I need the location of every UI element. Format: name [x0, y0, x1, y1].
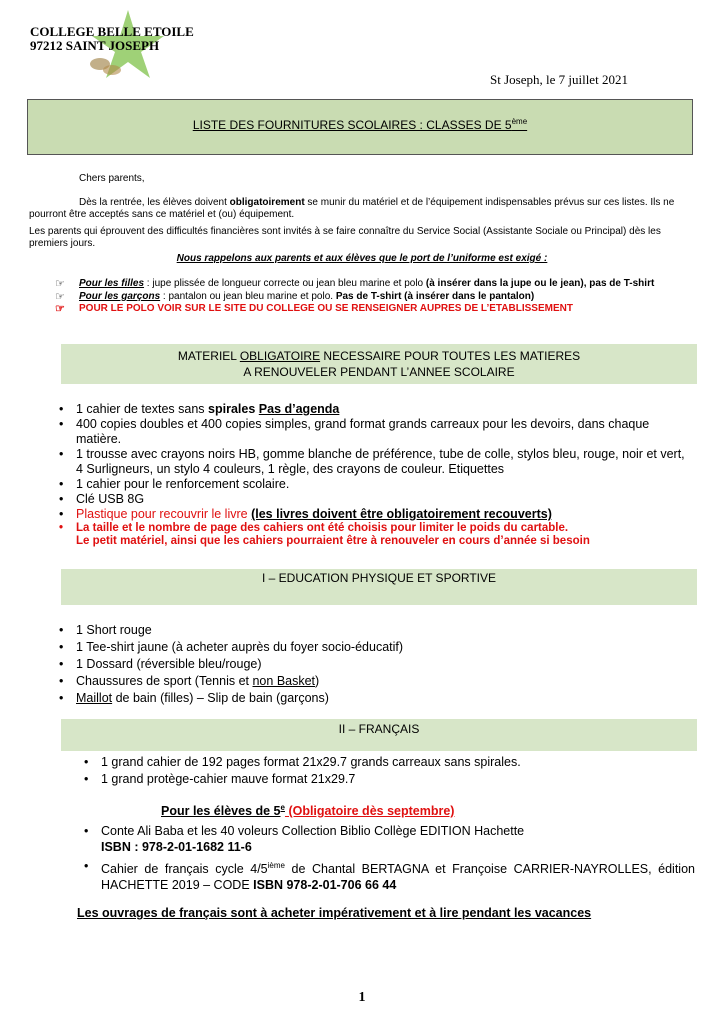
pointing-hand-icon: ☞: [55, 278, 65, 290]
boys-text: : pantalon ou jean bleu marine et polo.: [160, 291, 336, 302]
polo-text: POUR LE POLO VOIR SUR LE SITE DU COLLEGE OU SE RENSEIGNER AUPRES DE L’ETABLISSEMENT: [79, 303, 573, 314]
book1-title: Conte Ali Baba et les 40 voleurs Collection Biblio Collège EDITION Hachette: [101, 824, 525, 838]
book2-isbn: ISBN 978-2-01-706 66 44: [253, 878, 397, 893]
band-b: OBLIGATOIRE: [239, 349, 321, 363]
list-item: [50, 507, 695, 522]
list-item: [75, 858, 695, 893]
francais-note: Les ouvrages de français sont à acheter impérativement et à lire pendant les vacances: [77, 906, 592, 920]
eps-band: [61, 569, 697, 605]
list-item: • 1 cahier pour le renforcement scolaire.: [50, 477, 695, 492]
uniform-polo: [55, 303, 695, 315]
list-item: [50, 673, 695, 690]
intro-paragraph: [29, 197, 699, 221]
item1-a: 1 cahier de textes sans: [76, 402, 209, 416]
title-text: LISTE DES FOURNITURES SCOLAIRES : CLASSES DE 5: [192, 118, 512, 132]
shoes-a: Chaussures de sport (Tennis et: [76, 674, 253, 688]
school-address: 97212 SAINT JOSEPH: [30, 38, 160, 53]
school-header: [30, 25, 194, 53]
item7-line1: La taille et le nombre de page des cahiers ont été choisis pour limiter le poids du cartable.: [76, 522, 569, 534]
list-item: [50, 690, 695, 707]
uniform-reminder: Nous rappelons aux parents et aux élèves que le port de l’uniforme est exigé :: [176, 253, 548, 264]
band-a: MATERIEL: [177, 349, 240, 363]
uniform-girls: [55, 278, 695, 290]
page-title: [28, 117, 692, 132]
list-item: • 1 grand cahier de 192 pages format 21x29.7 grands carreaux sans spirales.: [75, 754, 695, 771]
pointing-hand-icon: ☞: [55, 303, 65, 315]
item1-d: Pas d’agenda: [258, 402, 340, 416]
francais-books: [75, 823, 695, 893]
intro-a: Dès la rentrée, les élèves doivent: [79, 197, 230, 208]
francais-title: II – FRANÇAIS: [338, 722, 420, 736]
shoes-c: ): [315, 674, 320, 688]
list-item: • 1 Short rouge: [50, 622, 695, 639]
item6-a: Plastique pour recouvrir le livre: [76, 507, 252, 521]
girls-text: : jupe plissée de longueur correcte ou jean bleu marine et polo: [144, 278, 426, 289]
list-item: • 1 Tee-shirt jaune (à acheter auprès du foyer socio-éducatif): [50, 639, 695, 656]
list-item: • 1 grand protège-cahier mauve format 21x29.7: [75, 771, 695, 788]
maillot-a: Maillot: [76, 691, 113, 705]
girls-label: Pour les filles: [79, 278, 145, 289]
list-item: • 400 copies doubles et 400 copies simples, grand format grands carreaux pour les devoirs, dans chaque matière.: [50, 417, 695, 447]
band-c: NECESSAIRE POUR TOUTES LES MATIERES: [320, 349, 581, 363]
materiel-list: [50, 402, 695, 548]
greeting: Chers parents,: [79, 173, 145, 184]
school-name: COLLEGE BELLE ETOILE: [30, 24, 194, 39]
sub-b: (Obligatoire dès septembre): [284, 804, 455, 819]
francais-list: [75, 754, 695, 788]
book2-a: Cahier de français cycle 4/5: [101, 862, 268, 877]
boys-bold: Pas de T-shirt (à insérer dans le pantalon): [335, 291, 535, 302]
item1-b: spirales: [208, 402, 256, 416]
sub-a: Pour les élèves de 5: [161, 804, 281, 819]
uniform-list: [55, 278, 695, 315]
francais-band: [61, 719, 697, 751]
materiel-band: [61, 344, 697, 384]
list-item: [50, 402, 695, 417]
item6-b: (les livres doivent être obligatoirement recouverts): [251, 507, 552, 521]
title-sup: ème: [511, 117, 528, 126]
book2-sup: ième: [267, 861, 285, 870]
list-item: • 1 Dossard (réversible bleu/rouge): [50, 656, 695, 673]
title-box: [27, 99, 693, 155]
girls-bold: (à insérer dans la jupe ou le jean), pas de T-shirt: [425, 278, 655, 289]
pointing-hand-icon: ☞: [55, 291, 65, 303]
social-paragraph: Les parents qui éprouvent des difficultés financières sont invités à se faire connaître du Service Social (Assistante Sociale ou Principal) dès les premiers jours.: [29, 226, 661, 249]
item7-line2: Le petit matériel, ainsi que les cahiers pourraient être à renouveler en cours d’année si besoin: [76, 535, 590, 547]
sub-sup: e: [280, 803, 285, 812]
boys-label: Pour les garçons: [79, 291, 161, 302]
materiel-band-line1: [61, 344, 697, 364]
uniform-boys: [55, 291, 695, 303]
letter-date: St Joseph, le 7 juillet 2021: [490, 72, 628, 87]
materiel-band-line2: A RENOUVELER PENDANT L’ANNEE SCOLAIRE: [243, 365, 515, 379]
intro-bold: obligatoirement: [229, 197, 305, 208]
list-item: • Clé USB 8G: [50, 492, 695, 507]
eps-list: [50, 622, 695, 707]
book1-isbn: ISBN : 978-2-01-1682 11-6: [101, 840, 252, 854]
eps-title: I – EDUCATION PHYSIQUE ET SPORTIVE: [261, 571, 497, 585]
francais-subheading: [161, 803, 454, 818]
shoes-b: non Basket: [252, 674, 316, 688]
list-item: • 1 trousse avec crayons noirs HB, gomme blanche de préférence, tube de colle, stylos bleu, rouge, noir et vert, 4 Surligneurs, un stylo 4 couleurs, 1 règle, des crayons de couleur. Etiquettes: [50, 447, 695, 477]
intro-c: se munir du matériel et de l’équipement indispensables prévus sur ces listes. Ils ne pourront être acceptés sans ce matériel et (ou) équipement.: [29, 197, 675, 220]
maillot-b: de bain (filles) – Slip de bain (garçons): [112, 691, 329, 705]
book2-b: de Chantal BERTAGNA et Françoise CARRIER-NAYROLLES, édition HACHETTE 2019 – CODE: [101, 862, 695, 893]
list-item: [50, 522, 695, 548]
page-number: 1: [358, 990, 366, 1005]
list-item: [75, 823, 695, 855]
